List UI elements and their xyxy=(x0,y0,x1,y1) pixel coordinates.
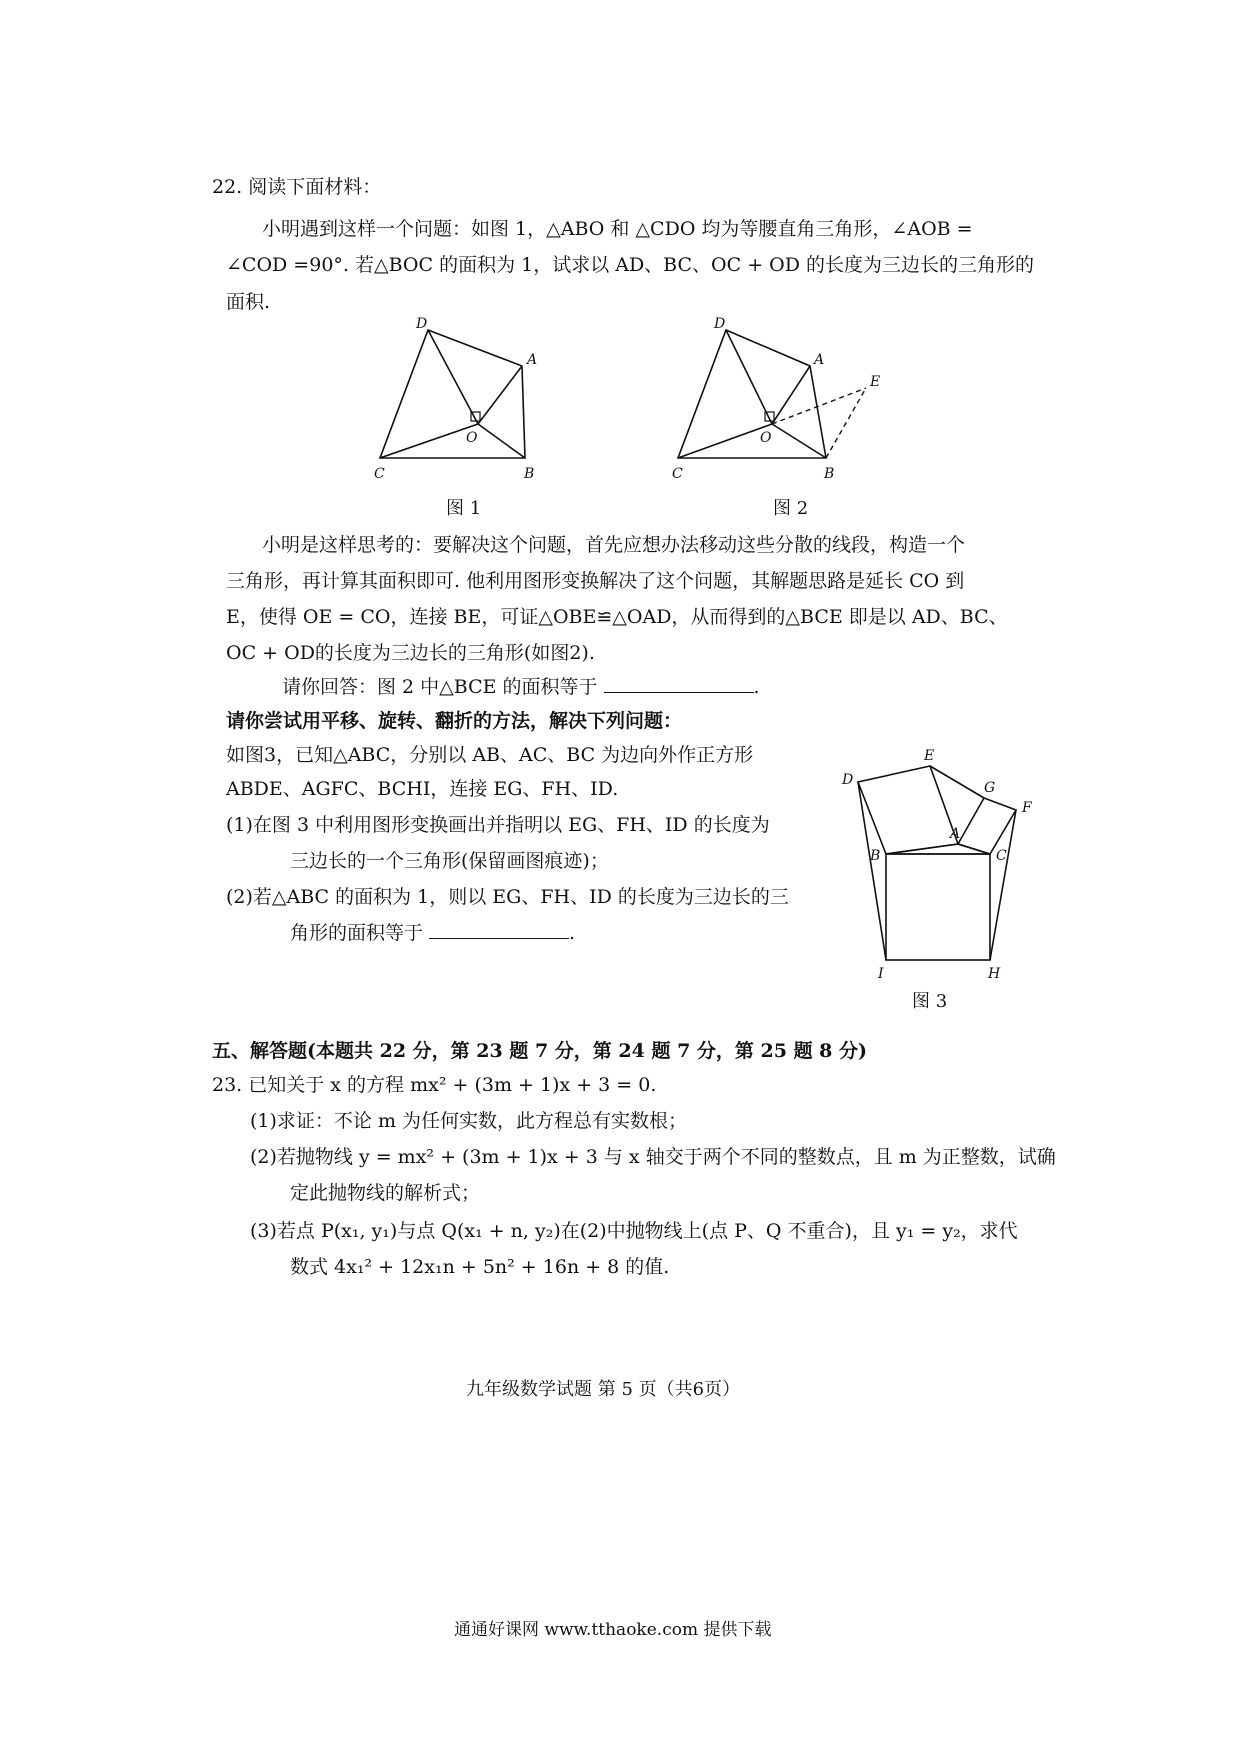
fig2-label-o: O xyxy=(760,430,772,446)
q22-thinking-line1: 小明是这样思考的：要解决这个问题，首先应想办法移动这些分散的线段，构造一个 xyxy=(262,534,966,556)
q22-answer-blank[interactable] xyxy=(604,674,754,693)
q22-thinking-line4: OC + OD的长度为三边长的三角形(如图2). xyxy=(226,642,595,664)
fig3-label-h: H xyxy=(988,966,1001,982)
q23-part2-line1: (2)若抛物线 y = mx² + (3m + 1)x + 3 与 x 轴交于两个不同的整数点，且 m 为正整数，试确 xyxy=(250,1146,1056,1168)
figure-1 xyxy=(370,316,630,500)
fig3-label-d: D xyxy=(842,772,854,788)
q22-try-heading: 请你尝试用平移、旋转、翻折的方法，解决下列问题： xyxy=(226,710,683,732)
fig3-label-e: E xyxy=(924,748,935,764)
page-footer: 九年级数学试题 第 5 页（共6页） xyxy=(466,1379,741,1400)
q22-thinking-line3: E，使得 OE = CO，连接 BE，可证△OBE≌△OAD，从而得到的△BCE 即是以 AD、BC、 xyxy=(226,606,1008,628)
fig3-label-b: B xyxy=(870,848,881,864)
q22-sub1-line1: (1)在图 3 中利用图形变换画出并指明以 EG、FH、ID 的长度为 xyxy=(226,814,770,836)
q22-fig3-text2: ABDE、AGFC、BCHI，连接 EG、FH、ID. xyxy=(226,778,619,800)
figure-2 xyxy=(668,316,928,500)
q23-part1: (1)求证：不论 m 为任何实数，此方程总有实数根； xyxy=(250,1110,688,1132)
fig1-label-c: C xyxy=(374,466,385,482)
q22-thinking-line2: 三角形，再计算其面积即可. 他利用图形变换解决了这个问题，其解题思路是延长 CO 到 xyxy=(226,570,965,592)
fig2-label-d: D xyxy=(714,316,726,332)
figure-3 xyxy=(838,732,1078,992)
fig3-label-f: F xyxy=(1022,800,1032,816)
q22-sub2-line2 xyxy=(290,918,575,948)
fig1-label-b: B xyxy=(524,466,535,482)
q22-sub2-blank[interactable] xyxy=(429,920,569,939)
q22-fig3-text1: 如图3，已知△ABC，分别以 AB、AC、BC 为边向外作正方形 xyxy=(226,744,754,766)
fig3-label-g: G xyxy=(984,780,996,796)
q22-answer-line xyxy=(282,672,760,702)
fig3-caption: 图 3 xyxy=(912,991,948,1012)
q23-part2-line2: 定此抛物线的解析式； xyxy=(290,1182,481,1204)
fig1-label-a: A xyxy=(527,352,538,368)
q23-stem: 23. 已知关于 x 的方程 mx² + (3m + 1)x + 3 = 0. xyxy=(212,1074,657,1096)
fig2-label-b: B xyxy=(824,466,835,482)
fig1-label-d: D xyxy=(416,316,428,332)
section5-heading: 五、解答题(本题共 22 分，第 23 题 7 分，第 24 题 7 分，第 25 题 8 分) xyxy=(212,1040,868,1062)
fig3-label-a: A xyxy=(950,826,961,842)
q23-part3-line1: (3)若点 P(x₁, y₁)与点 Q(x₁ + n, y₂)在(2)中抛物线上(点 P、Q 不重合)，且 y₁ = y₂，求代 xyxy=(250,1220,1018,1242)
q22-answer-prompt: 请你回答：图 2 中△BCE 的面积等于 xyxy=(282,676,598,698)
q22-answer-end: . xyxy=(753,676,760,698)
fig3-label-i: I xyxy=(878,966,884,982)
fig2-label-c: C xyxy=(672,466,683,482)
q22-sub2-prompt: 角形的面积等于 xyxy=(290,922,424,944)
fig2-label-a: A xyxy=(814,352,825,368)
q22-paragraph-line1: 小明遇到这样一个问题：如图 1，△ABO 和 △CDO 均为等腰直角三角形，∠AOB = xyxy=(262,218,973,240)
q22-paragraph-line2: ∠COD =90°. 若△BOC 的面积为 1，试求以 AD、BC、OC + OD 的长度为三边长的三角形的 xyxy=(226,254,1035,276)
q22-sub2-line1: (2)若△ABC 的面积为 1，则以 EG、FH、ID 的长度为三边长的三 xyxy=(226,886,789,908)
q23-part3-line2: 数式 4x₁² + 12x₁n + 5n² + 16n + 8 的值. xyxy=(290,1256,670,1278)
q22-sub2-end: . xyxy=(569,922,576,944)
q22-paragraph-line3: 面积. xyxy=(226,291,271,313)
site-footer: 通通好课网 www.tthaoke.com 提供下载 xyxy=(454,1620,772,1640)
fig3-label-c: C xyxy=(996,848,1007,864)
fig2-label-e: E xyxy=(870,374,881,390)
fig1-caption: 图 1 xyxy=(446,498,482,519)
fig1-label-o: O xyxy=(466,430,478,446)
q22-sub1-line2: 三边长的一个三角形(保留画图痕迹)； xyxy=(290,850,609,872)
fig2-caption: 图 2 xyxy=(773,498,809,519)
q22-intro: 22. 阅读下面材料： xyxy=(212,176,382,198)
